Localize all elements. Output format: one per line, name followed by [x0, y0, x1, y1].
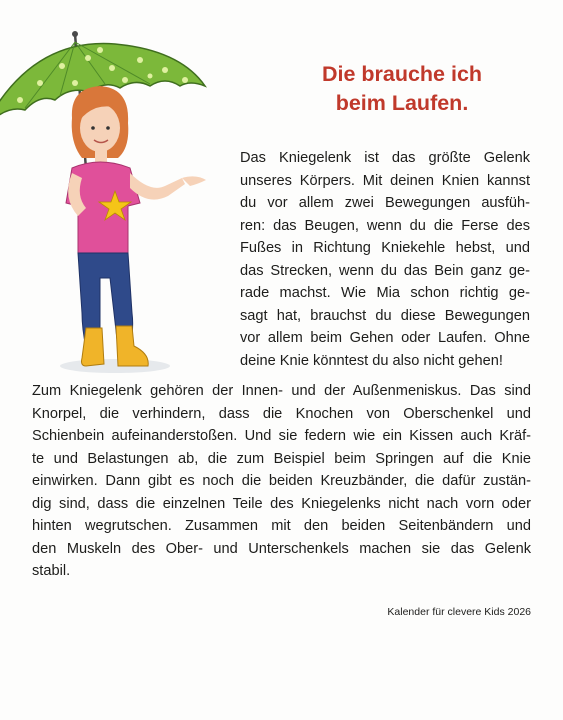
text-line: Fußes in Richtung Kniekehle hebst, und — [240, 240, 530, 256]
text-line: den Muskeln des Ober- und Unterschenkels machen sie das Gelenk — [32, 540, 531, 557]
text-line: deine Knie könntest du also nicht gehen! — [240, 352, 503, 369]
text-line: te und Belastungen ab, die zum Beispiel beim Springen auf die Knie — [32, 450, 531, 467]
heading-line: beim Laufen. — [335, 91, 469, 115]
footer-caption: Kalender für clevere Kids 2026 — [387, 606, 531, 618]
body-paragraph — [32, 380, 531, 583]
text-line: sagt hat, brauchst du diese Bewegungen — [240, 307, 530, 324]
text-line: unseres Körpers. Mit deinen Knien kannst — [240, 172, 530, 189]
heading-line: Die brauche ich — [321, 62, 483, 86]
text-line: ren: das Beugen, wenn du die Ferse des — [240, 217, 530, 234]
text-line: das Strecken, wenn du das Bein ganz ge- — [240, 262, 530, 279]
text-line: hinten wegrutschen. Zusammen mit den beiden Seitenbändern und — [32, 518, 531, 534]
text-line: rade machst. Wie Mia schon richtig ge- — [240, 285, 530, 301]
page-heading — [262, 60, 542, 118]
text-line: Das Kniegelenk ist das größte Gelenk — [240, 150, 530, 166]
text-line: stabil. — [32, 563, 71, 579]
text-line: Schienbein aufeinanderstoßen. Und sie federn wie ein Kissen auch Kräf- — [32, 428, 531, 444]
text-line: Knorpel, die verhindern, dass die Knochen von Oberschenkel und — [32, 405, 531, 422]
text-line: Zum Kniegelenk gehören der Innen- und der Außenmeniskus. Das sind — [32, 383, 531, 399]
text-line: vor allem beim Gehen oder Laufen. Ohne — [240, 330, 530, 346]
text-line: einwirken. Dann gibt es noch die beiden Kreuzbänder, die dafür zustän- — [32, 473, 531, 489]
intro-paragraph — [240, 147, 530, 372]
text-line: du vor allem zwei Bewegungen ausfüh- — [240, 195, 530, 211]
text-line: dig sind, dass die einzelnen Teile des Kniegelenks nicht nach vorn oder — [32, 495, 531, 512]
girl-with-umbrella-illustration — [0, 28, 215, 378]
